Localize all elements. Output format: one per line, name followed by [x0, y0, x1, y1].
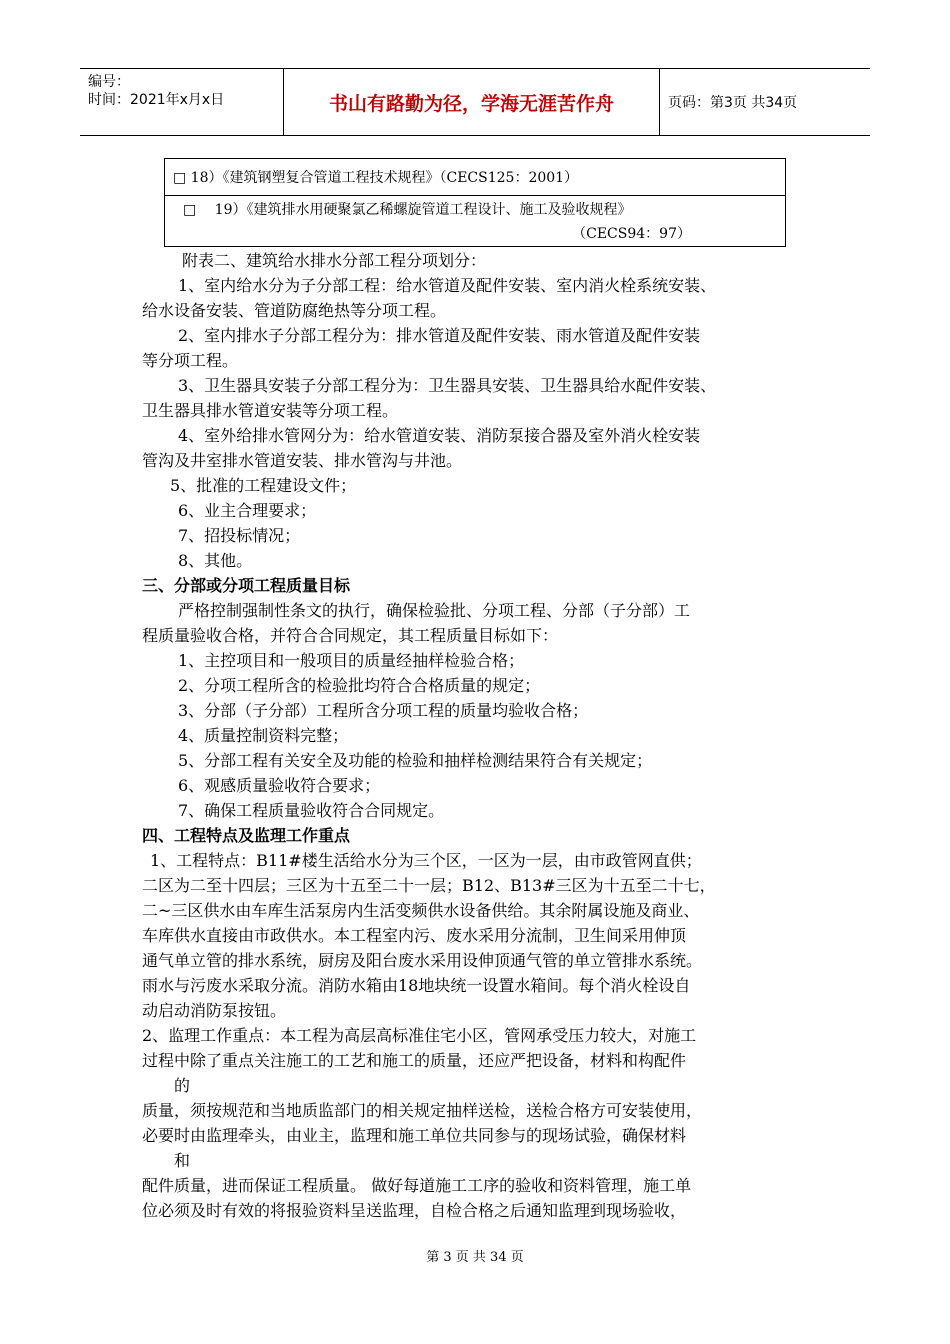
paragraph-line: 严格控制强制性条文的执行，确保检验批、分项工程、分部（子分部）工 [178, 601, 691, 620]
list-item: 8、其他。 [178, 551, 253, 570]
paragraph-line: 配件质量，进而保证工程质量。 做好每道施工工序的验收和资料管理，施工单 [142, 1176, 692, 1195]
paragraph-line: 程质量验收合格，并符合合同规定，其工程质量目标如下： [142, 626, 559, 645]
list-item: 5、批准的工程建设文件； [170, 476, 357, 495]
paragraph-line: 1、工程特点：B11#楼生活给水分为三个区，一区为一层，由市政管网直供； [150, 851, 702, 870]
paragraph-line: 二~三区供水由车库生活泵房内生活变频供水设备供给。其余附属设施及商业、 [142, 901, 700, 920]
paragraph-line: 4、室外给排水管网分为：给水管道安装、消防泵接合器及室外消火栓安装 [178, 426, 701, 445]
page-header [80, 68, 870, 136]
paragraph-line: 2、监理工作重点：本工程为高层高标准住宅小区，管网承受压力较大，对施工 [142, 1026, 697, 1045]
document-body [142, 248, 822, 1223]
table-cell [165, 196, 786, 247]
table-cell-line: □ 19）《建筑排水用硬聚氯乙稀螺旋管道工程设计、施工及验收规程》 [183, 202, 632, 218]
paragraph-line: 通气单立管的排水系统，厨房及阳台废水采用设伸顶通气管的单立管排水系统。 [142, 951, 703, 970]
time-label: 时间：2021年x月x日 [88, 92, 225, 108]
list-item: 6、观感质量验收符合要求； [178, 776, 381, 795]
paragraph-line: 给水设备安装、管道防腐绝热等分项工程。 [142, 301, 447, 320]
section-heading: 四、工程特点及监理工作重点 [142, 826, 351, 845]
section-heading: 三、分部或分项工程质量目标 [142, 576, 351, 595]
paragraph-line: 必要时由监理牵头，由业主，监理和施工单位共同参与的现场试验，确保材料 [142, 1126, 687, 1145]
section-intro: 附表二、建筑给水排水分部工程分项划分： [182, 251, 487, 270]
paragraph-line: 车库供水直接由市政供水。本工程室内污、废水采用分流制，卫生间采用伸顶 [142, 926, 687, 945]
list-item: 7、招投标情况； [178, 526, 301, 545]
list-item: 7、确保工程质量验收符合合同规定。 [178, 801, 445, 820]
paragraph-line: 雨水与污废水采取分流。消防水箱由18地块统一设置水箱间。每个消火栓设自 [142, 976, 691, 995]
paragraph-line: 等分项工程。 [142, 351, 239, 370]
table-cell: □ 18）《建筑钢塑复合管道工程技术规程》（CECS125：2001） [165, 159, 786, 196]
header-slogan: 书山有路勤为径，学海无涯苦作舟 [284, 69, 660, 135]
page-footer: 第 3 页 共 34 页 [426, 1250, 524, 1265]
table-cell-line: （CECS94：97） [572, 226, 691, 242]
list-item: 6、业主合理要求； [178, 501, 317, 520]
paragraph-line: 的 [174, 1076, 191, 1095]
paragraph-line: 管沟及井室排水管道安装、排水管沟与井池。 [142, 451, 463, 470]
list-item: 3、分部（子分部）工程所含分项工程的质量均验收合格； [178, 701, 589, 720]
paragraph-line: 质量，须按规范和当地质监部门的相关规定抽样送检，送检合格方可安装使用， [142, 1101, 703, 1120]
number-label: 编号： [88, 74, 130, 90]
table-row [165, 196, 786, 247]
list-item: 4、质量控制资料完整； [178, 726, 349, 745]
paragraph-line: 和 [174, 1151, 191, 1170]
header-meta [80, 69, 284, 135]
paragraph-line: 二区为二至十四层；三区为十五至二十一层；B12、B13#三区为十五至二十七， [142, 876, 716, 895]
list-item: 1、主控项目和一般项目的质量经抽样检验合格； [178, 651, 525, 670]
table-row [165, 159, 786, 196]
paragraph-line: 位必须及时有效的将报验资料呈送监理，自检合格之后通知监理到现场验收， [142, 1201, 687, 1220]
list-item: 2、分项工程所含的检验批均符合合格质量的规定； [178, 676, 541, 695]
paragraph-line: 动启动消防泵按钮。 [142, 1001, 287, 1020]
paragraph-line: 卫生器具排水管道安装等分项工程。 [142, 401, 399, 420]
paragraph-line: 3、卫生器具安装子分部工程分为：卫生器具安装、卫生器具给水配件安装、 [178, 376, 717, 395]
paragraph-line: 过程中除了重点关注施工的工艺和施工的质量，还应严把设备，材料和构配件 [142, 1051, 687, 1070]
list-item: 5、分部工程有关安全及功能的检验和抽样检测结果符合有关规定； [178, 751, 653, 770]
paragraph-line: 2、室内排水子分部工程分为：排水管道及配件安装、雨水管道及配件安装 [178, 326, 701, 345]
reference-table [164, 158, 786, 247]
paragraph-line: 1、室内给水分为子分部工程：给水管道及配件安装、室内消火栓系统安装、 [178, 276, 717, 295]
header-page-info: 页码：第3页 共34页 [668, 95, 798, 111]
